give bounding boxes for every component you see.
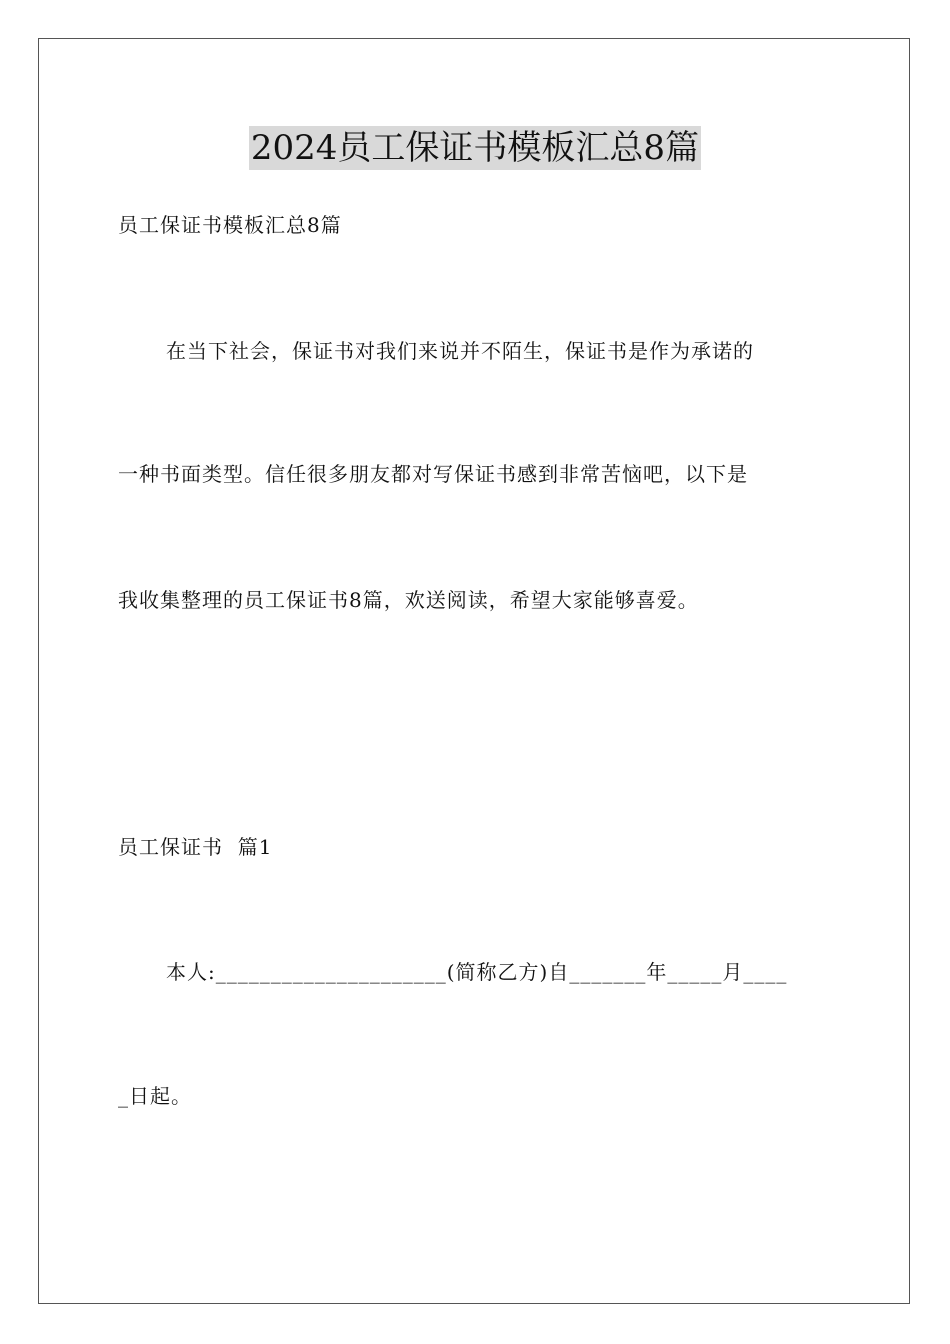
intro-line-1: 在当下社会，保证书对我们来说并不陌生，保证书是作为承诺的 xyxy=(166,339,754,363)
intro-line-3: 我收集整理的员工保证书8篇，欢送阅读，希望大家能够喜爱。 xyxy=(118,588,699,612)
intro-line-2: 一种书面类型。信任很多朋友都对写保证书感到非常苦恼吧，以下是 xyxy=(118,462,748,486)
body-line-2: _日起。 xyxy=(118,1084,192,1108)
section-heading: 员工保证书 篇1 xyxy=(118,835,273,859)
document-subtitle: 员工保证书模板汇总8篇 xyxy=(118,213,342,237)
title-container xyxy=(0,126,950,170)
document-title: 2024员工保证书模板汇总8篇 xyxy=(250,128,700,168)
body-line-1: 本人:_____________________(简称乙方)自_______年_____月____ xyxy=(166,960,788,984)
